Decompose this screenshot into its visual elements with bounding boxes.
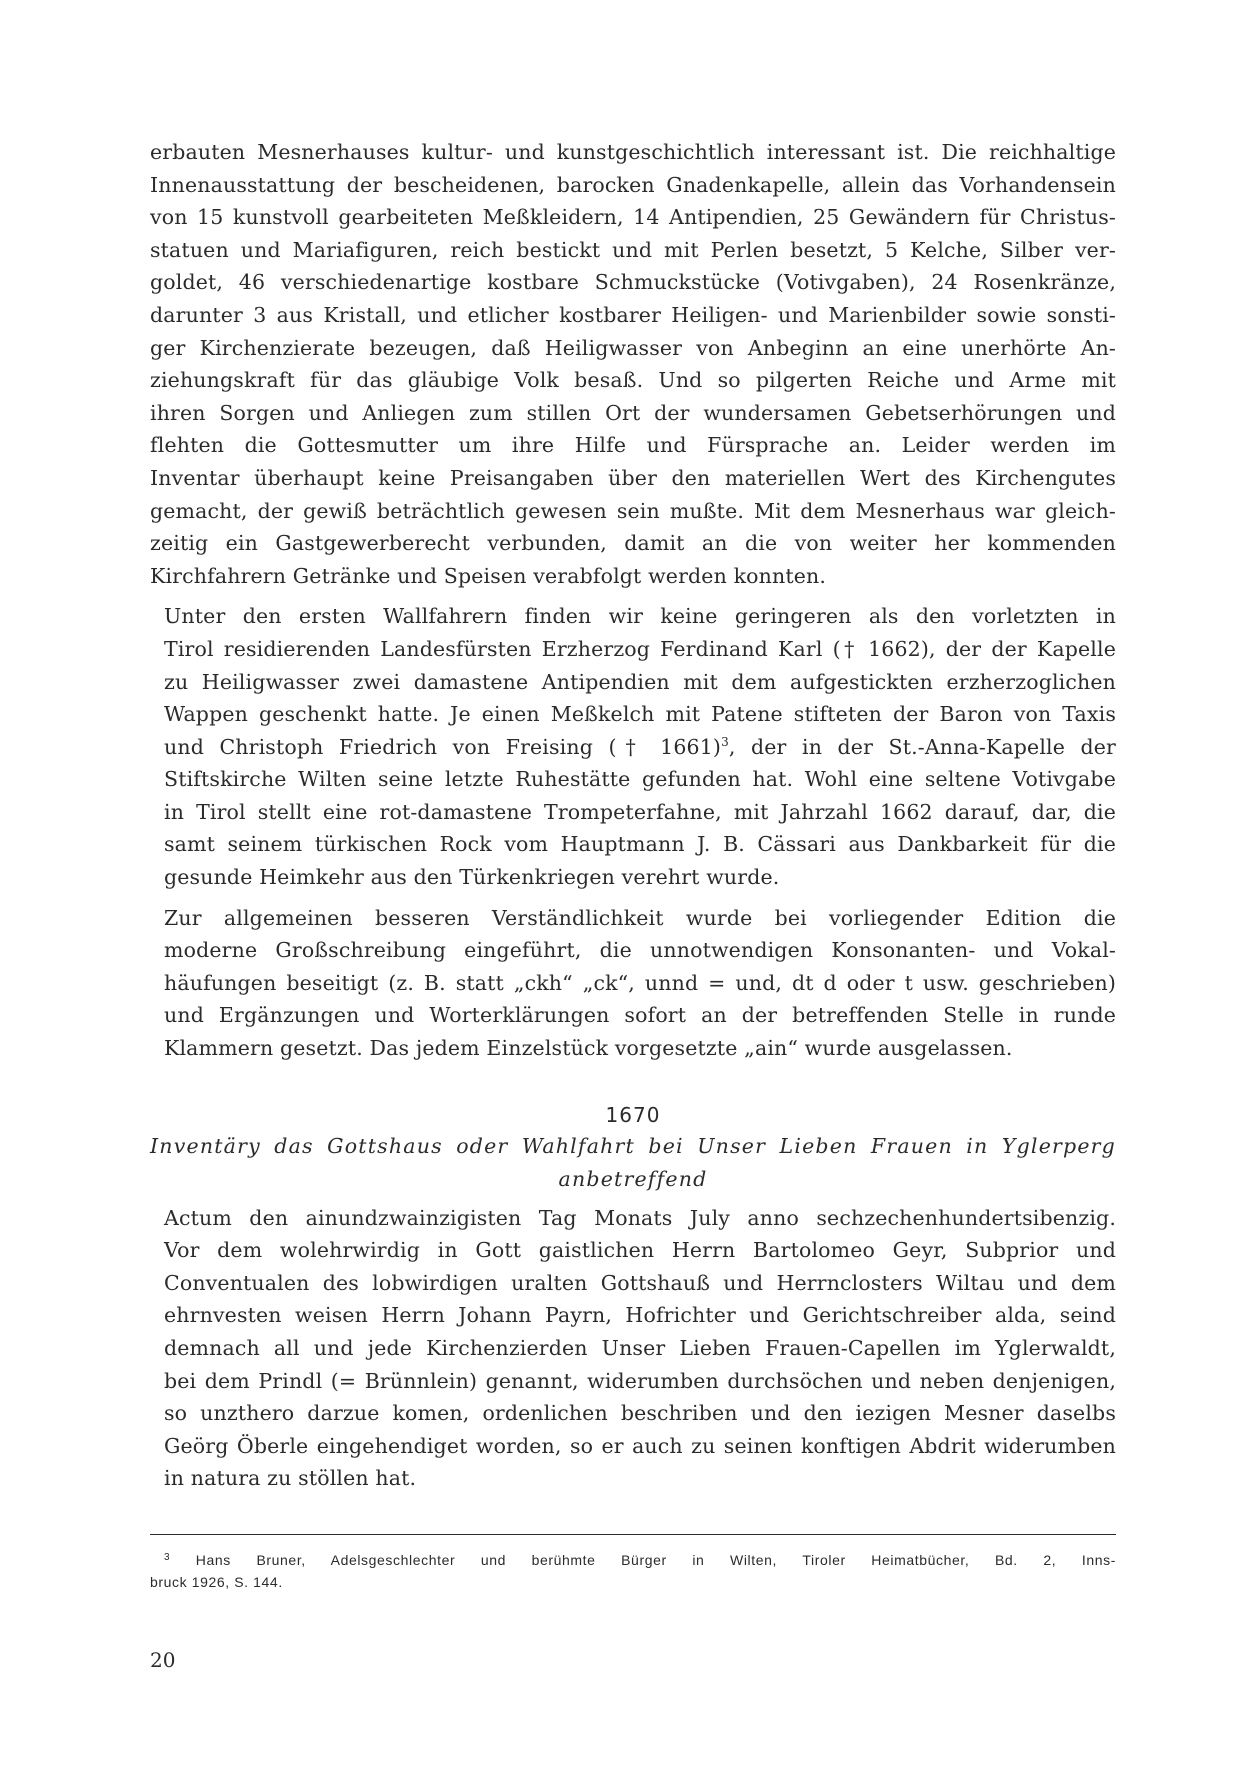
text-line: Actum den ainundzwainzigisten Tag Monats July anno sechzechenhundertsibenzig. <box>164 1205 1116 1230</box>
text-line: ihren Sorgen und Anliegen zum stillen Ort der wundersamen Gebetserhörungen und <box>150 400 1116 425</box>
text-line: Inventar überhaupt keine Preisangaben über den materiellen Wert des Kirchengutes <box>150 465 1116 490</box>
text-line: Kirchfahrern Getränke und Speisen verabfolgt werden konnten. <box>150 563 827 588</box>
text-line: Klammern gesetzt. Das jedem Einzelstück vorgesetzte „ain“ wurde ausgelassen. <box>164 1036 1013 1061</box>
text-line: flehten die Gottesmutter um ihre Hilfe und Fürsprache an. Leider werden im <box>150 433 1116 458</box>
text-line: in natura zu stöllen hat. <box>164 1466 417 1491</box>
text-line: Unter den ersten Wallfahrern finden wir keine geringeren als den vorletzten in <box>164 604 1116 629</box>
text-line: bei dem Prindl (= Brünnlein) genannt, widerumben durchsöchen und neben denjenigen, <box>164 1368 1116 1393</box>
text-line: Tirol residierenden Landesfürsten Erzherzog Ferdinand Karl († 1662), der der Kapelle <box>164 636 1116 661</box>
text-line: Geörg Öberle eingehendiget worden, so er auch zu seinen konftigen Abdrit widerumben <box>164 1433 1116 1458</box>
footnote-line: bruck 1926, S. 144. <box>150 1574 283 1590</box>
footnote-text: Hans Bruner, Adelsgeschlechter und berühmte Bürger in Wilten, Tiroler Heimatbücher, Bd. 2, Inns- <box>195 1552 1116 1568</box>
text-line: Zur allgemeinen besseren Verständlichkeit wurde bei vorliegender Edition die <box>164 905 1116 930</box>
text-line: ger Kirchenzierate bezeugen, daß Heiligwasser von Anbeginn an eine unerhörte An- <box>150 335 1116 360</box>
text-line: Innenausstattung der bescheidenen, barocken Gnadenkapelle, allein das Vorhandensein <box>150 172 1116 197</box>
section-year: 1670 <box>605 1102 661 1127</box>
section-title-line: anbetreffend <box>558 1166 708 1191</box>
footnote-line <box>150 1547 1116 1571</box>
text-segment: und Christoph Friedrich von Freising († 1661) <box>164 734 722 759</box>
paragraph-2 <box>150 600 1116 893</box>
page-number: 20 <box>150 1648 176 1672</box>
text-segment: , der in der St.-Anna-Kapelle der <box>728 734 1116 759</box>
text-line-with-footnote-ref <box>150 731 1116 764</box>
text-line: so unzthero darzue komen, ordenlichen beschriben und den iezigen Mesner daselbs <box>164 1401 1116 1426</box>
text-line: statuen und Mariafiguren, reich bestickt und mit Perlen besetzt, 5 Kelche, Silber ver- <box>150 237 1116 262</box>
text-line: Conventualen des lobwirdigen uralten Gottshauß und Herrnclosters Wiltau und dem <box>164 1270 1116 1295</box>
text-line: ehrnvesten weisen Herrn Johann Payrn, Hofrichter und Gerichtschreiber alda, seind <box>164 1303 1116 1328</box>
text-line: ziehungskraft für das gläubige Volk besaß. Und so pilgerten Reiche und Arme mit <box>150 368 1116 393</box>
footnote-divider <box>150 1534 1116 1535</box>
paragraph-4 <box>150 1202 1116 1495</box>
section-heading <box>150 1100 1116 1196</box>
text-line: zu Heiligwasser zwei damastene Antipendien mit dem aufgestickten erzherzoglichen <box>164 669 1116 694</box>
footnote-ref: 3 <box>721 734 729 749</box>
text-line: demnach all und jede Kirchenzierden Unser Lieben Frauen-Capellen im Yglerwaldt, <box>164 1336 1116 1360</box>
paragraph-1 <box>150 136 1116 592</box>
footnote <box>150 1547 1116 1593</box>
text-line: in Tirol stellt eine rot-damastene Trompeterfahne, mit Jahrzahl 1662 darauf, dar, die <box>164 799 1116 824</box>
text-line: zeitig ein Gastgewerberecht verbunden, damit an die von weiter her kommenden <box>150 531 1116 556</box>
section-title <box>150 1130 1116 1196</box>
text-line: erbauten Mesnerhauses kultur- und kunstgeschichtlich interessant ist. Die reichhaltige <box>150 140 1116 164</box>
page-body <box>150 136 1116 1495</box>
text-line: gemacht, der gewiß beträchtlich gewesen sein mußte. Mit dem Mesnerhaus war gleich- <box>150 498 1116 523</box>
text-line: häufungen beseitigt (z. B. statt „ckh“ „ck“, unnd = und, dt d oder t usw. geschrieben) <box>164 970 1116 995</box>
text-line: Vor dem wolehrwirdig in Gott gaistlichen Herrn Bartolomeo Geyr, Subprior und <box>164 1238 1116 1263</box>
text-line: und Ergänzungen und Worterklärungen sofort an der betreffenden Stelle in runde <box>164 1003 1116 1028</box>
text-line: Stiftskirche Wilten seine letzte Ruhestätte gefunden hat. Wohl eine seltene Votivgabe <box>164 767 1116 792</box>
text-line: goldet, 46 verschiedenartige kostbare Schmuckstücke (Votivgaben), 24 Rosenkränze, <box>150 270 1116 295</box>
footnote-marker: 3 <box>164 1552 171 1563</box>
text-line: Wappen geschenkt hatte. Je einen Meßkelch mit Patene stifteten der Baron von Taxis <box>164 702 1116 727</box>
text-line: von 15 kunstvoll gearbeiteten Meßkleidern, 14 Antipendien, 25 Gewändern für Christus- <box>150 205 1116 230</box>
text-line: darunter 3 aus Kristall, und etlicher kostbarer Heiligen- und Marienbilder sowie sonsti- <box>150 302 1116 327</box>
text-line: gesunde Heimkehr aus den Türkenkriegen verehrt wurde. <box>164 865 780 890</box>
paragraph-3 <box>150 902 1116 1065</box>
section-title-line: Inventäry das Gottshaus oder Wahlfahrt bei Unser Lieben Frauen in Yglerperg <box>150 1133 1116 1158</box>
text-line: moderne Großschreibung eingeführt, die unnotwendigen Konsonanten- und Vokal- <box>164 938 1116 963</box>
text-line: samt seinem türkischen Rock vom Hauptmann J. B. Cässari aus Dankbarkeit für die <box>164 832 1116 857</box>
